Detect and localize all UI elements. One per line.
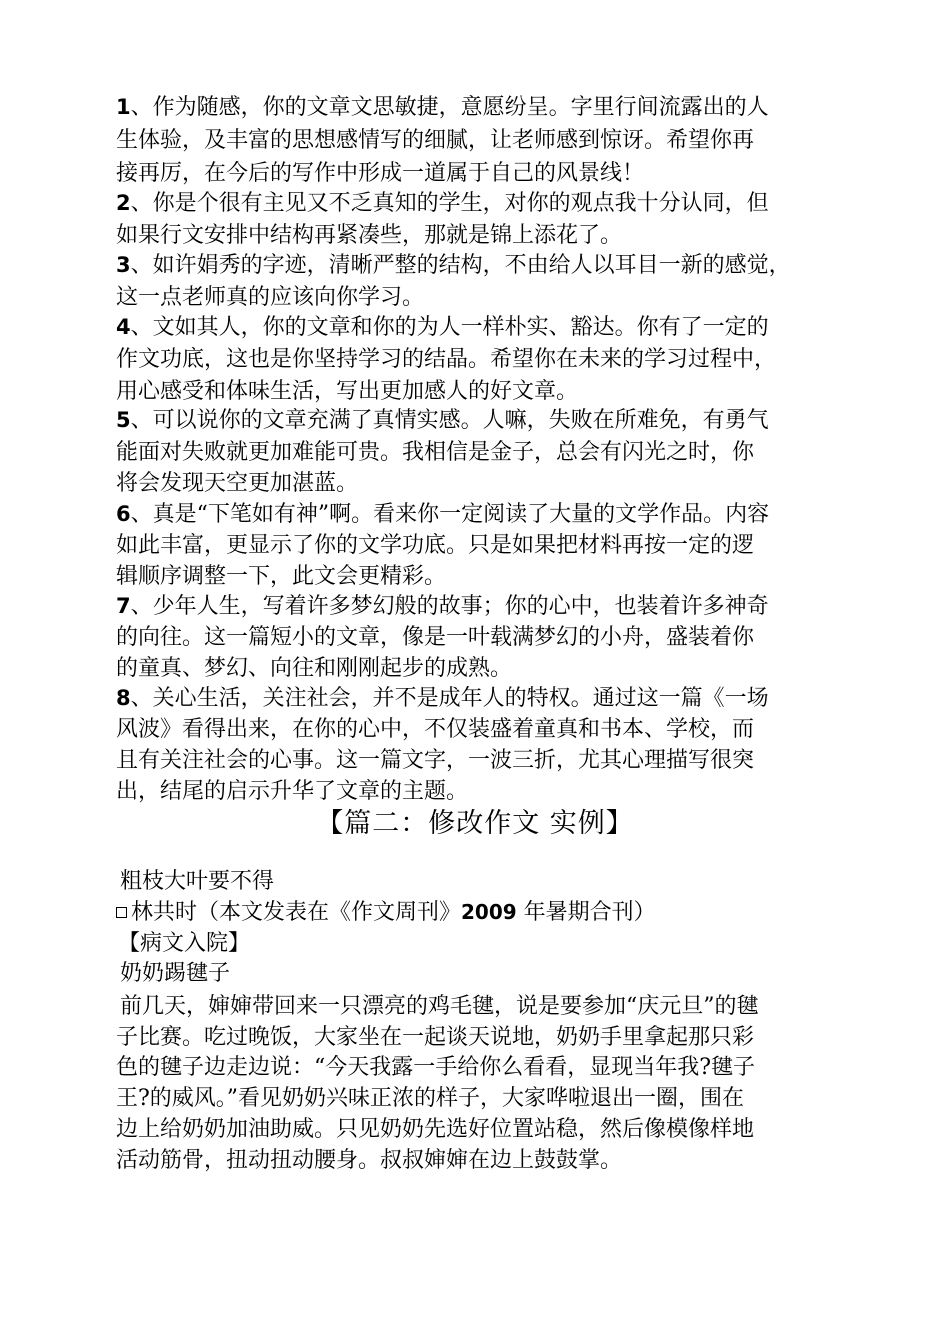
feedback-number: 3 <box>116 253 131 277</box>
essay-body-line: 色的毽子边走边说：“今天我露一手给你么看看，显现当年我?毽子 <box>116 1055 756 1080</box>
feedback-line: 出，结尾的启示升华了文章的主题。 <box>116 779 469 804</box>
section-title: 【篇二：修改作文 实例】 <box>316 808 634 839</box>
feedback-line: 生体验，及丰富的思想感情写的细腻，让老师感到惊讶。希望你再 <box>116 128 755 153</box>
feedback-line: 4、文如其人，你的文章和你的为人一样朴实、豁达。你有了一定的 <box>116 315 769 340</box>
feedback-line: 的童真、梦幻、向往和刚刚起步的成熟。 <box>116 656 513 681</box>
article-tag: 【病文入院】 <box>118 931 251 956</box>
feedback-number: 8 <box>116 686 131 710</box>
feedback-number: 6 <box>116 502 131 526</box>
essay-body-line: 子比赛。吃过晚饭，大家坐在一起谈天说地，奶奶手里拿起那只彩 <box>116 1025 755 1050</box>
feedback-line: 7、少年人生，写着许多梦幻般的故事；你的心中，也装着许多神奇 <box>116 594 769 619</box>
feedback-line: 作文功底，这也是你坚持学习的结晶。希望你在未来的学习过程中， <box>116 347 777 372</box>
essay-title: 奶奶踢毽子 <box>120 961 231 986</box>
feedback-line: 用心感受和体味生活，写出更加感人的好文章。 <box>116 379 579 404</box>
feedback-number: 7 <box>116 594 131 618</box>
article-author: 林共时（本文发表在《作文周刊》2009 年暑期合刊） <box>116 897 846 928</box>
feedback-line: 如此丰富，更显示了你的文学功底。只是如果把材料再按一定的逻 <box>116 533 755 558</box>
essay-body-line: 边上给奶奶加油助威。只见奶奶先选好位置站稳，然后像模像样地 <box>116 1117 755 1142</box>
feedback-number: 2 <box>116 191 131 215</box>
feedback-line: 1、作为随感，你的文章文思敏捷，意愿纷呈。字里行间流露出的人 <box>116 95 769 120</box>
feedback-number: 5 <box>116 408 131 432</box>
feedback-line: 这一点老师真的应该向你学习。 <box>116 285 425 310</box>
article-heading: 粗枝大叶要不得 <box>120 869 275 894</box>
essay-body-line: 王?的威风。”看见奶奶兴味正浓的样子，大家哗啦退出一圈，围在 <box>116 1086 745 1111</box>
feedback-line: 的向往。这一篇短小的文章，像是一叶载满梦幻的小舟，盛装着你 <box>116 625 755 650</box>
feedback-line: 2、你是个很有主见又不乏真知的学生，对你的观点我十分认同，但 <box>116 191 769 216</box>
feedback-line: 3、如许娟秀的字迹，清晰严整的结构，不由给人以耳目一新的感觉， <box>116 253 791 278</box>
feedback-line: 将会发现天空更加湛蓝。 <box>116 471 359 496</box>
essay-body-line: 活动筋骨，扭动扭动腰身。叔叔婶婶在边上鼓鼓掌。 <box>116 1148 623 1173</box>
feedback-line: 5、可以说你的文章充满了真情实感。人嘛，失败在所难免，有勇气 <box>116 408 769 433</box>
feedback-line: 风波》看得出来，在你的心中，不仅装盛着童真和书本、学校，而 <box>116 717 755 742</box>
feedback-line: 辑顺序调整一下，此文会更精彩。 <box>116 564 447 589</box>
essay-body-line: 前几天，婶婶带回来一只漂亮的鸡毛毽，说是要参加“庆元旦”的毽 <box>120 994 759 1019</box>
feedback-line: 8、关心生活，关注社会，并不是成年人的特权。通过这一篇《一场 <box>116 686 769 711</box>
square-bullet-icon <box>116 907 127 918</box>
feedback-line: 能面对失败就更加难能可贵。我相信是金子，总会有闪光之时，你 <box>116 440 755 465</box>
feedback-number: 4 <box>116 315 131 339</box>
feedback-line: 接再厉，在今后的写作中形成一道属于自己的风景线！ <box>116 161 645 186</box>
feedback-line: 且有关注社会的心事。这一篇文字，一波三折，尤其心理描写很突 <box>116 748 755 773</box>
feedback-line: 6、真是“下笔如有神”啊。看来你一定阅读了大量的文学作品。内容 <box>116 502 770 527</box>
feedback-number: 1 <box>116 95 131 119</box>
feedback-line: 如果行文安排中结构再紧凑些，那就是锦上添花了。 <box>116 223 623 248</box>
